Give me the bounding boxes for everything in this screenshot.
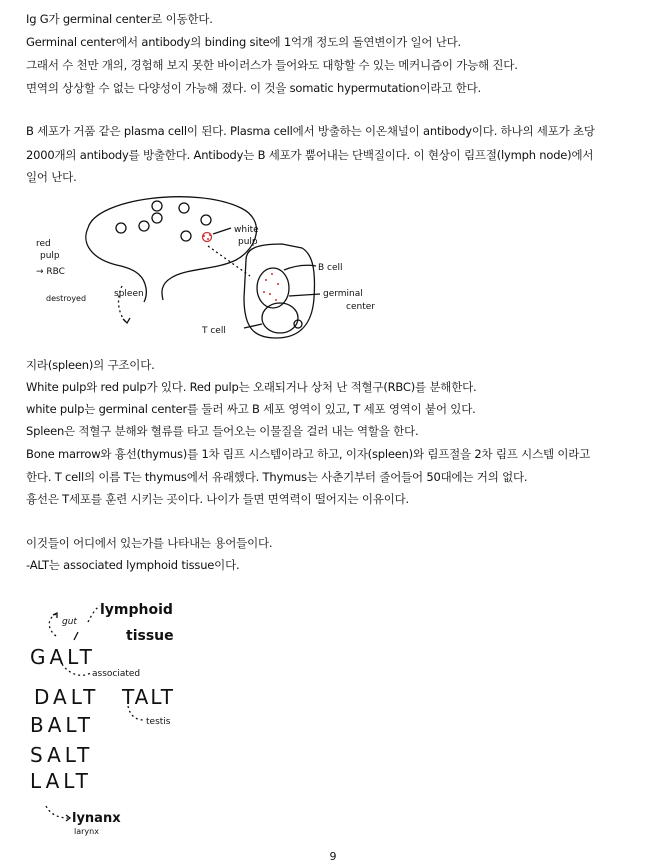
label-center: center bbox=[346, 302, 375, 312]
label-red-pulp: red bbox=[36, 239, 51, 249]
label-lynanx: lynanx bbox=[72, 811, 121, 826]
t-cell-zone-circle bbox=[262, 303, 298, 333]
white-pulp-enlarged bbox=[244, 244, 315, 338]
text-line: Germinal center에서 antibody의 binding site에 1억개 정도의 돌연변이가 일어 난다. bbox=[26, 35, 461, 49]
white-pulp-circle bbox=[179, 203, 189, 213]
white-pulp-circle bbox=[116, 223, 126, 233]
text-line: White pulp와 red pulp가 있다. Red pulp는 오래되거나 상처 난 적혈구(RBC)를 분해한다. bbox=[26, 380, 477, 394]
text-line: 한다. T cell의 이름 T는 thymus에서 유래했다. Thymus는 사춘기부터 줄어들어 50대에는 거의 없다. bbox=[26, 470, 528, 484]
label-lymphoid: lymphoid bbox=[100, 602, 173, 618]
white-pulp-circle bbox=[181, 231, 191, 241]
text-line: Bone marrow와 흉선(thymus)를 1차 림프 시스템이라고 하고, 이자(spleen)와 림프절을 2차 림프 시스템 이라고 bbox=[26, 447, 591, 461]
label-rbc: → RBC bbox=[36, 267, 65, 277]
white-pulp-circle bbox=[139, 221, 149, 231]
label-salt: SALT bbox=[30, 743, 94, 767]
label-balt: BALT bbox=[30, 713, 95, 737]
label-associated: associated bbox=[92, 669, 141, 679]
white-pulp-circle bbox=[152, 213, 162, 223]
text-line: 일어 난다. bbox=[26, 170, 77, 184]
label-germinal: germinal bbox=[323, 289, 363, 299]
label-gut: gut bbox=[62, 617, 77, 627]
label-pulp: pulp bbox=[40, 251, 60, 261]
text-line: 면역의 상상할 수 없는 다양성이 가능해 졌다. 이 것을 somatic hypermutation이라고 한다. bbox=[26, 81, 481, 95]
label-lalt: LALT bbox=[30, 769, 92, 793]
text-line: Ig G가 germinal center로 이동한다. bbox=[26, 12, 213, 26]
label-testis: testis bbox=[146, 717, 171, 727]
label-spleen: spleen bbox=[114, 289, 144, 299]
label-dalt: DALT bbox=[34, 685, 100, 709]
text-line: 그래서 수 천만 개의, 경험해 보지 못한 바이러스가 들어와도 대항할 수 있는 메커니즘이 가능해 진다. bbox=[26, 58, 518, 72]
text-line: 2000개의 antibody를 방출한다. Antibody는 B 세포가 뿜어내는 단백질이다. 이 현상이 림프절(lymph node)에서 bbox=[26, 148, 594, 162]
spleen-outline bbox=[88, 197, 256, 300]
text-line: B 세포가 거품 같은 plasma cell이 된다. Plasma cell에서 방출하는 이온채널이 antibody이다. 하나의 세포가 초당 bbox=[26, 124, 595, 138]
text-line: white pulp는 germinal center를 둘러 싸고 B 세포 영역이 있고, T 세포 영역이 붙어 있다. bbox=[26, 402, 476, 416]
label-galt: GALT bbox=[30, 645, 96, 669]
label-tissue: tissue bbox=[126, 628, 174, 644]
label-b-cell: B cell bbox=[318, 263, 343, 273]
text-line: 지라(spleen)의 구조이다. bbox=[26, 358, 155, 372]
text-line: Spleen은 적혈구 분해와 혈류를 타고 들어오는 이물질을 걸러 내는 역할을 한다. bbox=[26, 424, 419, 438]
label-white: white bbox=[234, 225, 259, 235]
white-pulp-circle bbox=[152, 201, 162, 211]
label-t-cell: T cell bbox=[202, 326, 226, 336]
label-destroyed: destroyed bbox=[46, 294, 87, 303]
white-pulp-circle bbox=[201, 215, 211, 225]
text-line: 흉선은 T세포를 훈련 시키는 곳이다. 나이가 들면 면역력이 떨어지는 이유이다. bbox=[26, 492, 410, 506]
caption-larynx: larynx bbox=[74, 827, 99, 836]
page-number: 9 bbox=[329, 850, 337, 863]
text-line: -ALT는 associated lymphoid tissue이다. bbox=[26, 558, 240, 572]
label-talt: TALT bbox=[122, 685, 175, 709]
alt-terms-sketch bbox=[26, 592, 226, 842]
white-pulp-highlight bbox=[203, 233, 212, 242]
text-line: 이것들이 어디에서 있는가를 나타내는 용어들이다. bbox=[26, 536, 273, 550]
spleen-structure-sketch bbox=[26, 188, 426, 348]
label-white-pulp: pulp bbox=[238, 237, 258, 247]
